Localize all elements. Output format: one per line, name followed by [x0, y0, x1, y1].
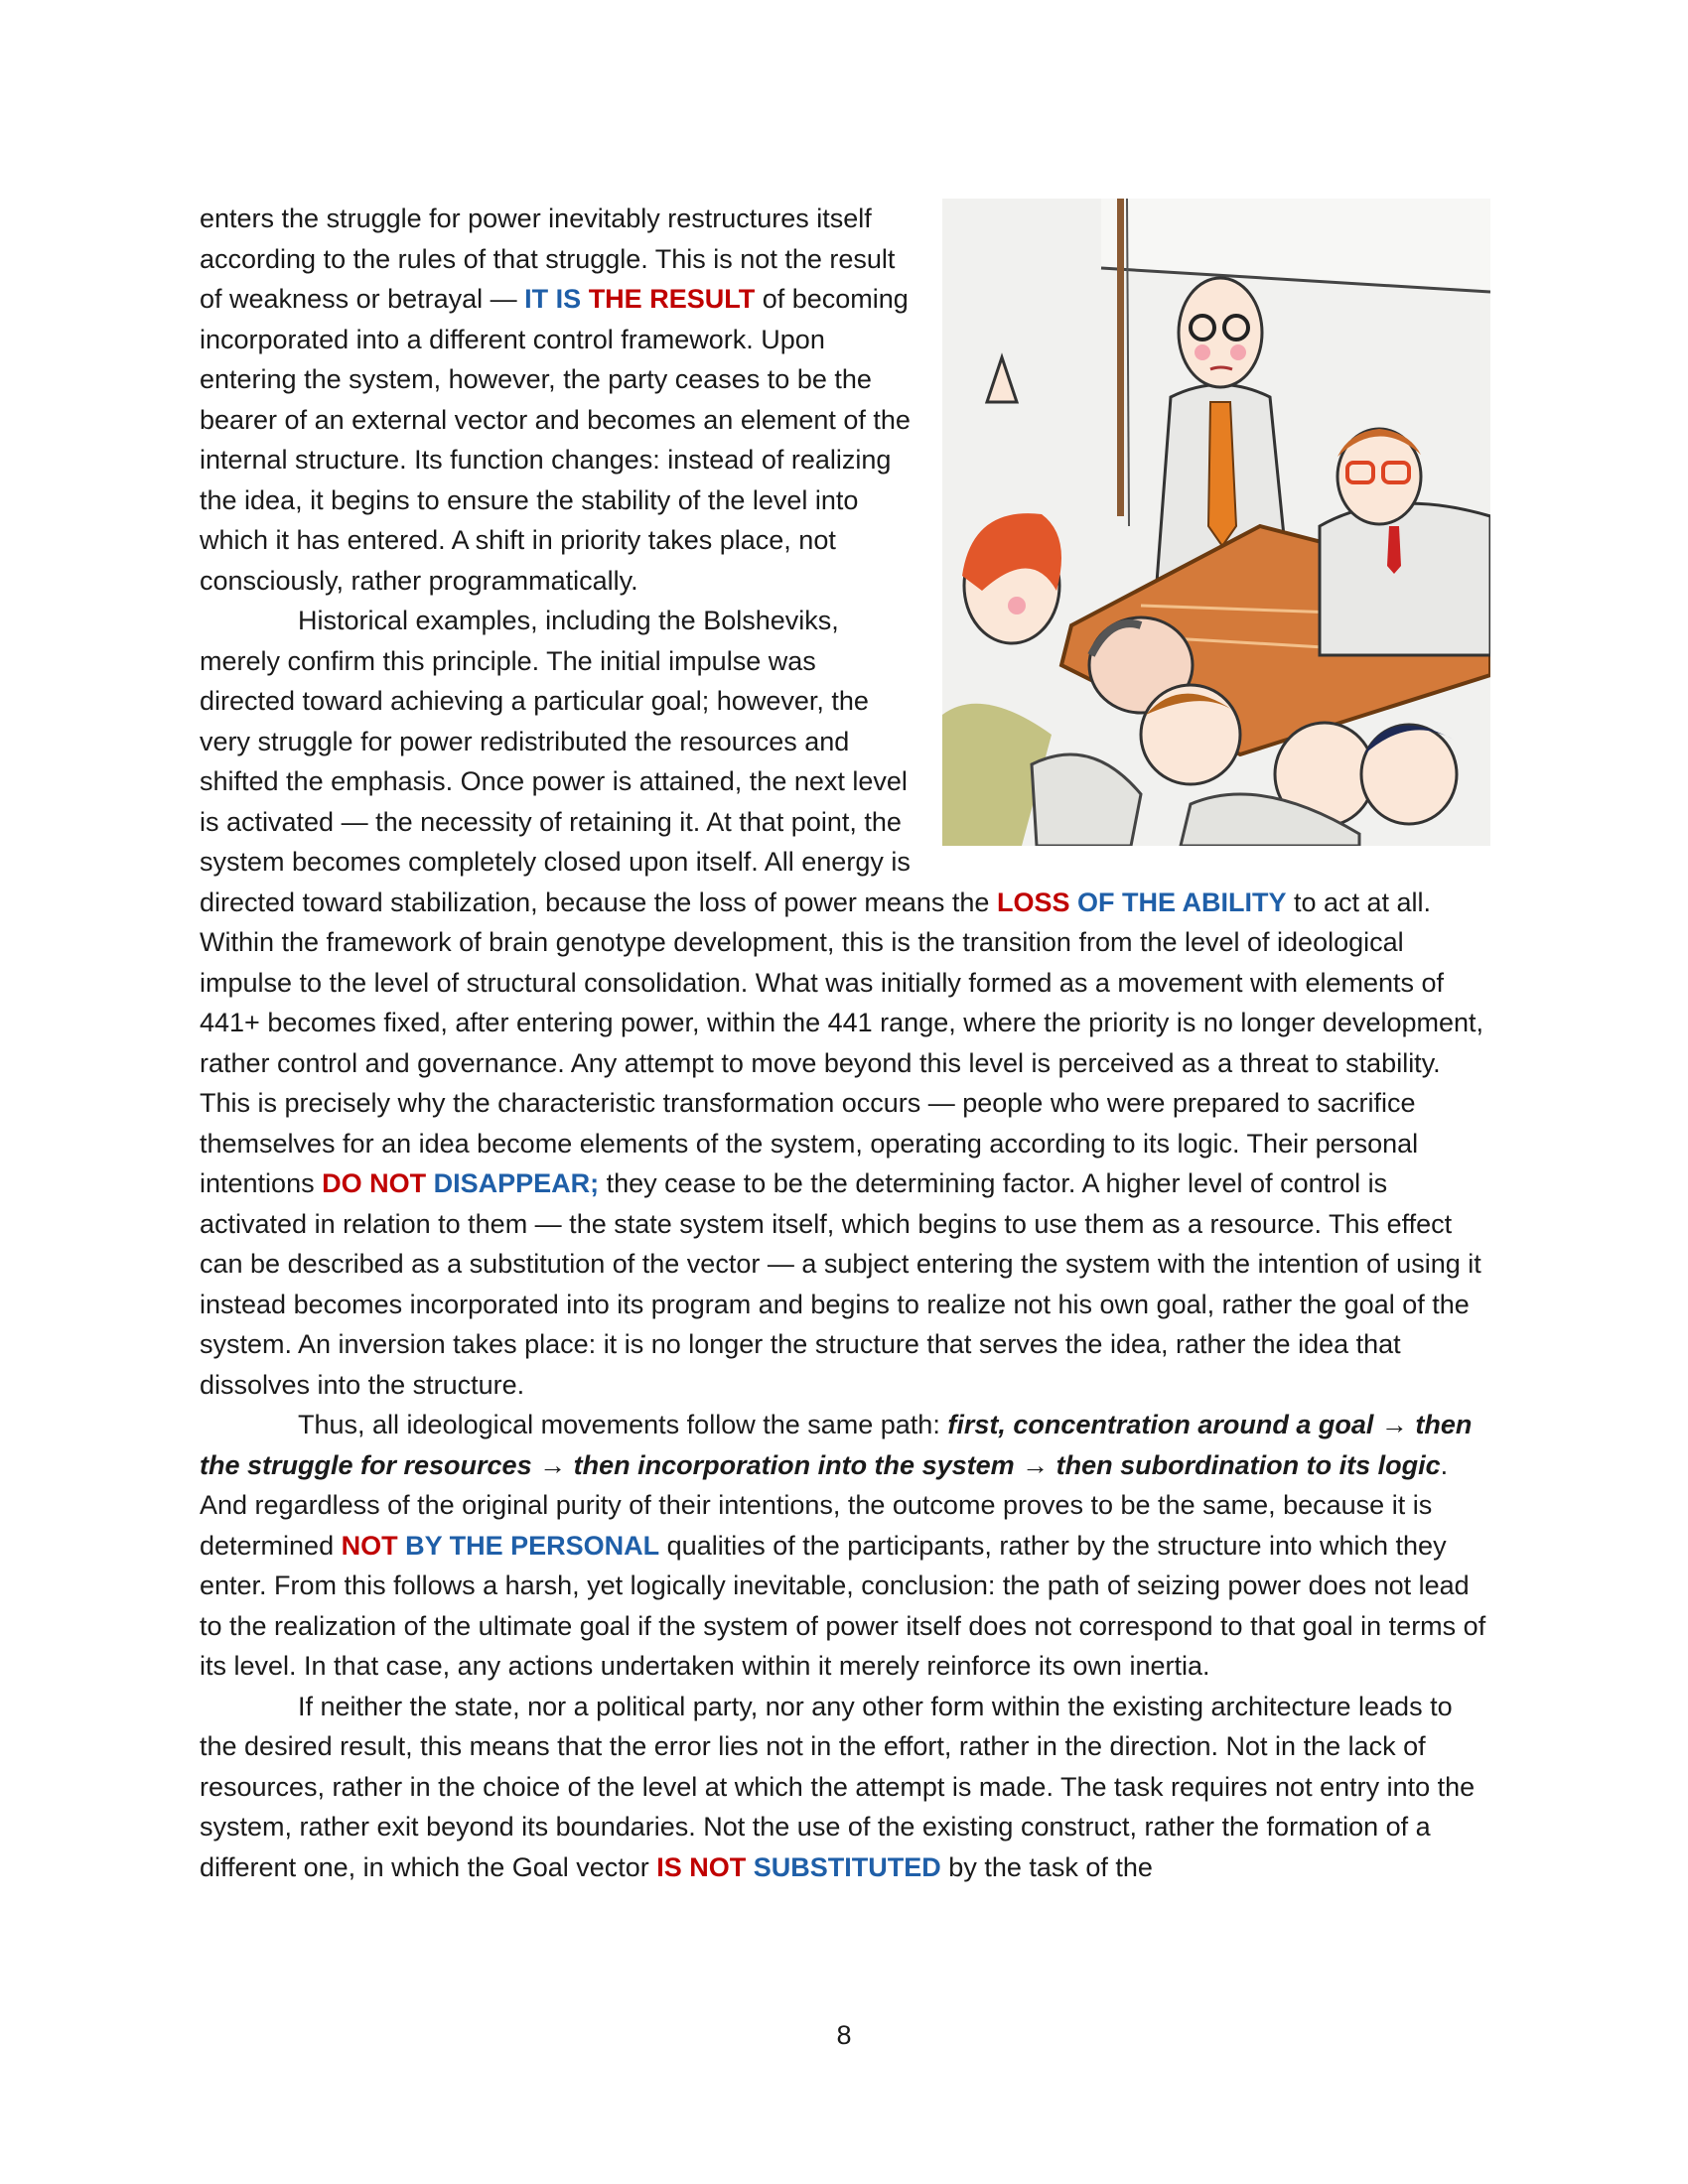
emphasis-substituted: SUBSTITUTED	[753, 1851, 941, 1882]
paragraph-2: Historical examples, including the Bolsheviks, merely confirm this principle. The initial impulse was directed toward achieving a particular goal; however, the very struggle for power redistributed the resources and shifted the emphasis. Once power is attained, the next level is activated — the necessity of retaining it. At that point, the system becomes completely closed upon itself. All energy is directed toward stabilization, because the loss of power means the LOSS OF THE ABILITY to act at all. Within the framework of brain genotype development, this is the transition from the level of ideological impulse to the level of structural consolidation. What was initially formed as a movement with elements of 441+ becomes fixed, after entering power, within the 441 range, where the priority is no longer development, rather control and governance. Any attempt to move beyond this level is perceived as a threat to stability. This is precisely why the characteristic transformation occurs — people who were prepared to sacrifice themselves for an idea become elements of the system, operating according to its logic. Their personal intentions DO NOT DISAPPEAR; they cease to be the determining factor. A higher level of control is activated in relation to them — the state system itself, which begins to use them as a resource. This effect can be described as a substitution of the vector — a subject entering the system with the intention of using it instead becomes incorporated into its program and begins to realize not his own goal, rather the goal of the system. An inversion takes place: it is no longer the structure that serves the idea, rather the idea that dissolves into the structure.	[200, 606, 1484, 1400]
emphasis-disappear: DISAPPEAR;	[433, 1168, 600, 1198]
meeting-illustration	[942, 199, 1490, 846]
emphasis-is-not: IS NOT	[656, 1851, 747, 1882]
emphasis-of-the-ability: OF THE ABILITY	[1076, 887, 1287, 917]
emphasis-the-result: THE RESULT	[588, 284, 756, 314]
emphasis-loss: LOSS	[996, 887, 1070, 917]
emphasis-by-the-personal: BY THE PERSONAL	[405, 1530, 660, 1561]
emphasis-path-sequence: first, concentration around a goal → then the struggle for resources → then incorporation into the system → then subordination to its logic	[200, 1410, 1473, 1480]
emphasis-do-not: DO NOT	[322, 1168, 427, 1198]
emphasis-it-is: IT IS	[524, 284, 582, 314]
emphasis-not: NOT	[341, 1530, 398, 1561]
page-number: 8	[836, 2020, 852, 2050]
paragraph-3: Thus, all ideological movements follow the same path: first, concentration around a goal → then the struggle for resources → then incorporation into the system → then subordination to its logic. And regardless of the original purity of their intentions, the outcome proves to be the same, because it is determined NOT BY THE PERSONAL qualities of the participants, rather by the structure into which they enter. From this follows a harsh, yet logically inevitable, conclusion: the path of seizing power does not lead to the realization of the ultimate goal if the system of power itself does not correspond to that goal in terms of its level. In that case, any actions undertaken within it merely reinforce its own inertia.	[200, 1410, 1486, 1681]
paragraph-1: enters the struggle for power inevitably restructures itself according to the rules of that struggle. This is not the result of weakness or betrayal — IT IS THE RESULT of becoming incorporated into a different control framework. Upon entering the system, however, the party ceases to be the bearer of an external vector and becomes an element of the internal structure. Its function changes: instead of realizing the idea, it begins to ensure the stability of the level into which it has entered. A shift in priority takes place, not consciously, rather programmatically.	[200, 204, 911, 596]
body-text	[200, 199, 1490, 1887]
paragraph-4: If neither the state, nor a political party, nor any other form within the existing architecture leads to the desired result, this means that the error lies not in the effort, rather in the direction. Not in the lack of resources, rather in the choice of the level at which the attempt is made. The task requires not entry into the system, rather exit beyond its boundaries. Not the use of the existing construct, rather the formation of a different one, in which the Goal vector IS NOT SUBSTITUTED by the task of the	[200, 1691, 1476, 1882]
